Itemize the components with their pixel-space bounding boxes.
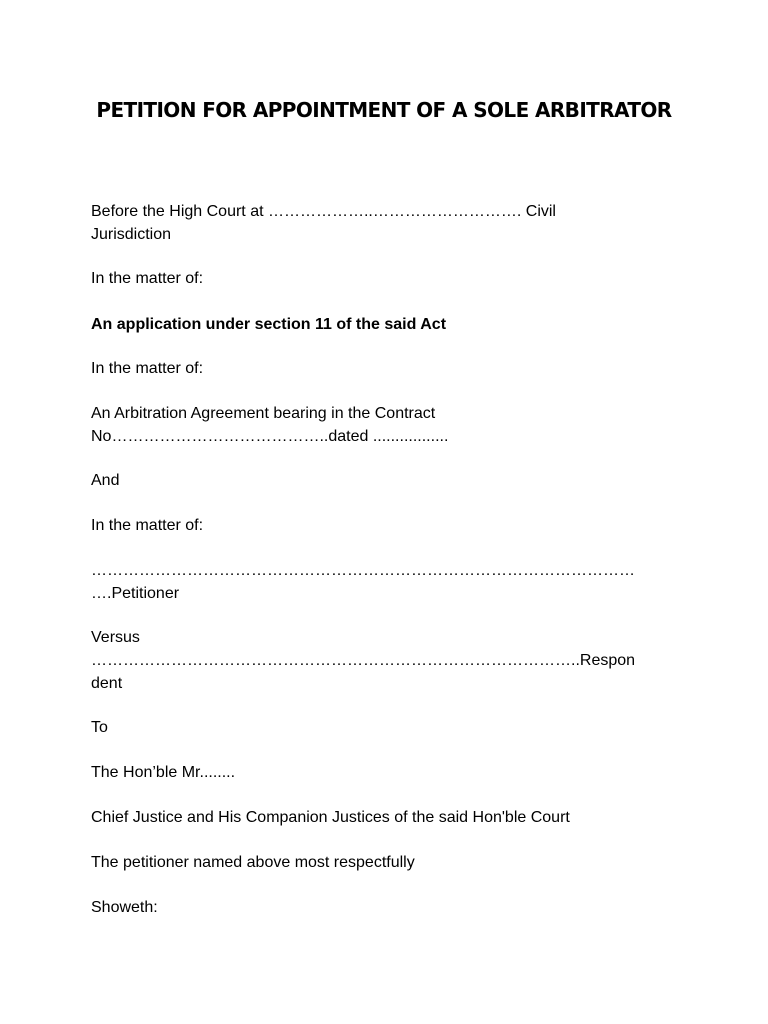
petitioner-dots: …………………………………………………………………………………………: [91, 562, 635, 579]
honble-line: The Hon’ble Mr........: [91, 764, 236, 781]
to-text: To: [91, 719, 108, 736]
petitioner-named-line: The petitioner named above most respectfully: [91, 854, 415, 871]
respondent-dots: ………………………………………………………………………………..Respon: [91, 652, 636, 669]
agreement-line-2: No…………………………………..dated .................: [91, 428, 449, 445]
versus-text: Versus: [91, 629, 140, 646]
showeth-text: Showeth:: [91, 899, 158, 916]
petitioner-label: ….Petitioner: [91, 585, 180, 602]
matter-of-2: In the matter of:: [91, 360, 204, 377]
and-text: And: [91, 472, 120, 489]
matter-of-1: In the matter of:: [91, 270, 204, 287]
court-line-1: Before the High Court at ………………..………………………. Civil: [91, 203, 556, 220]
agreement-line-1: An Arbitration Agreement bearing in the Contract: [91, 405, 436, 422]
application-heading: An application under section 11 of the said Act: [91, 316, 447, 333]
respondent-suffix: dent: [91, 675, 123, 692]
chief-justice-line: Chief Justice and His Companion Justices of the said Hon'ble Court: [91, 809, 570, 826]
court-line-2: Jurisdiction: [91, 226, 172, 243]
document-title: PETITION FOR APPOINTMENT OF A SOLE ARBITRATOR: [96, 98, 672, 122]
matter-of-3: In the matter of:: [91, 517, 204, 534]
